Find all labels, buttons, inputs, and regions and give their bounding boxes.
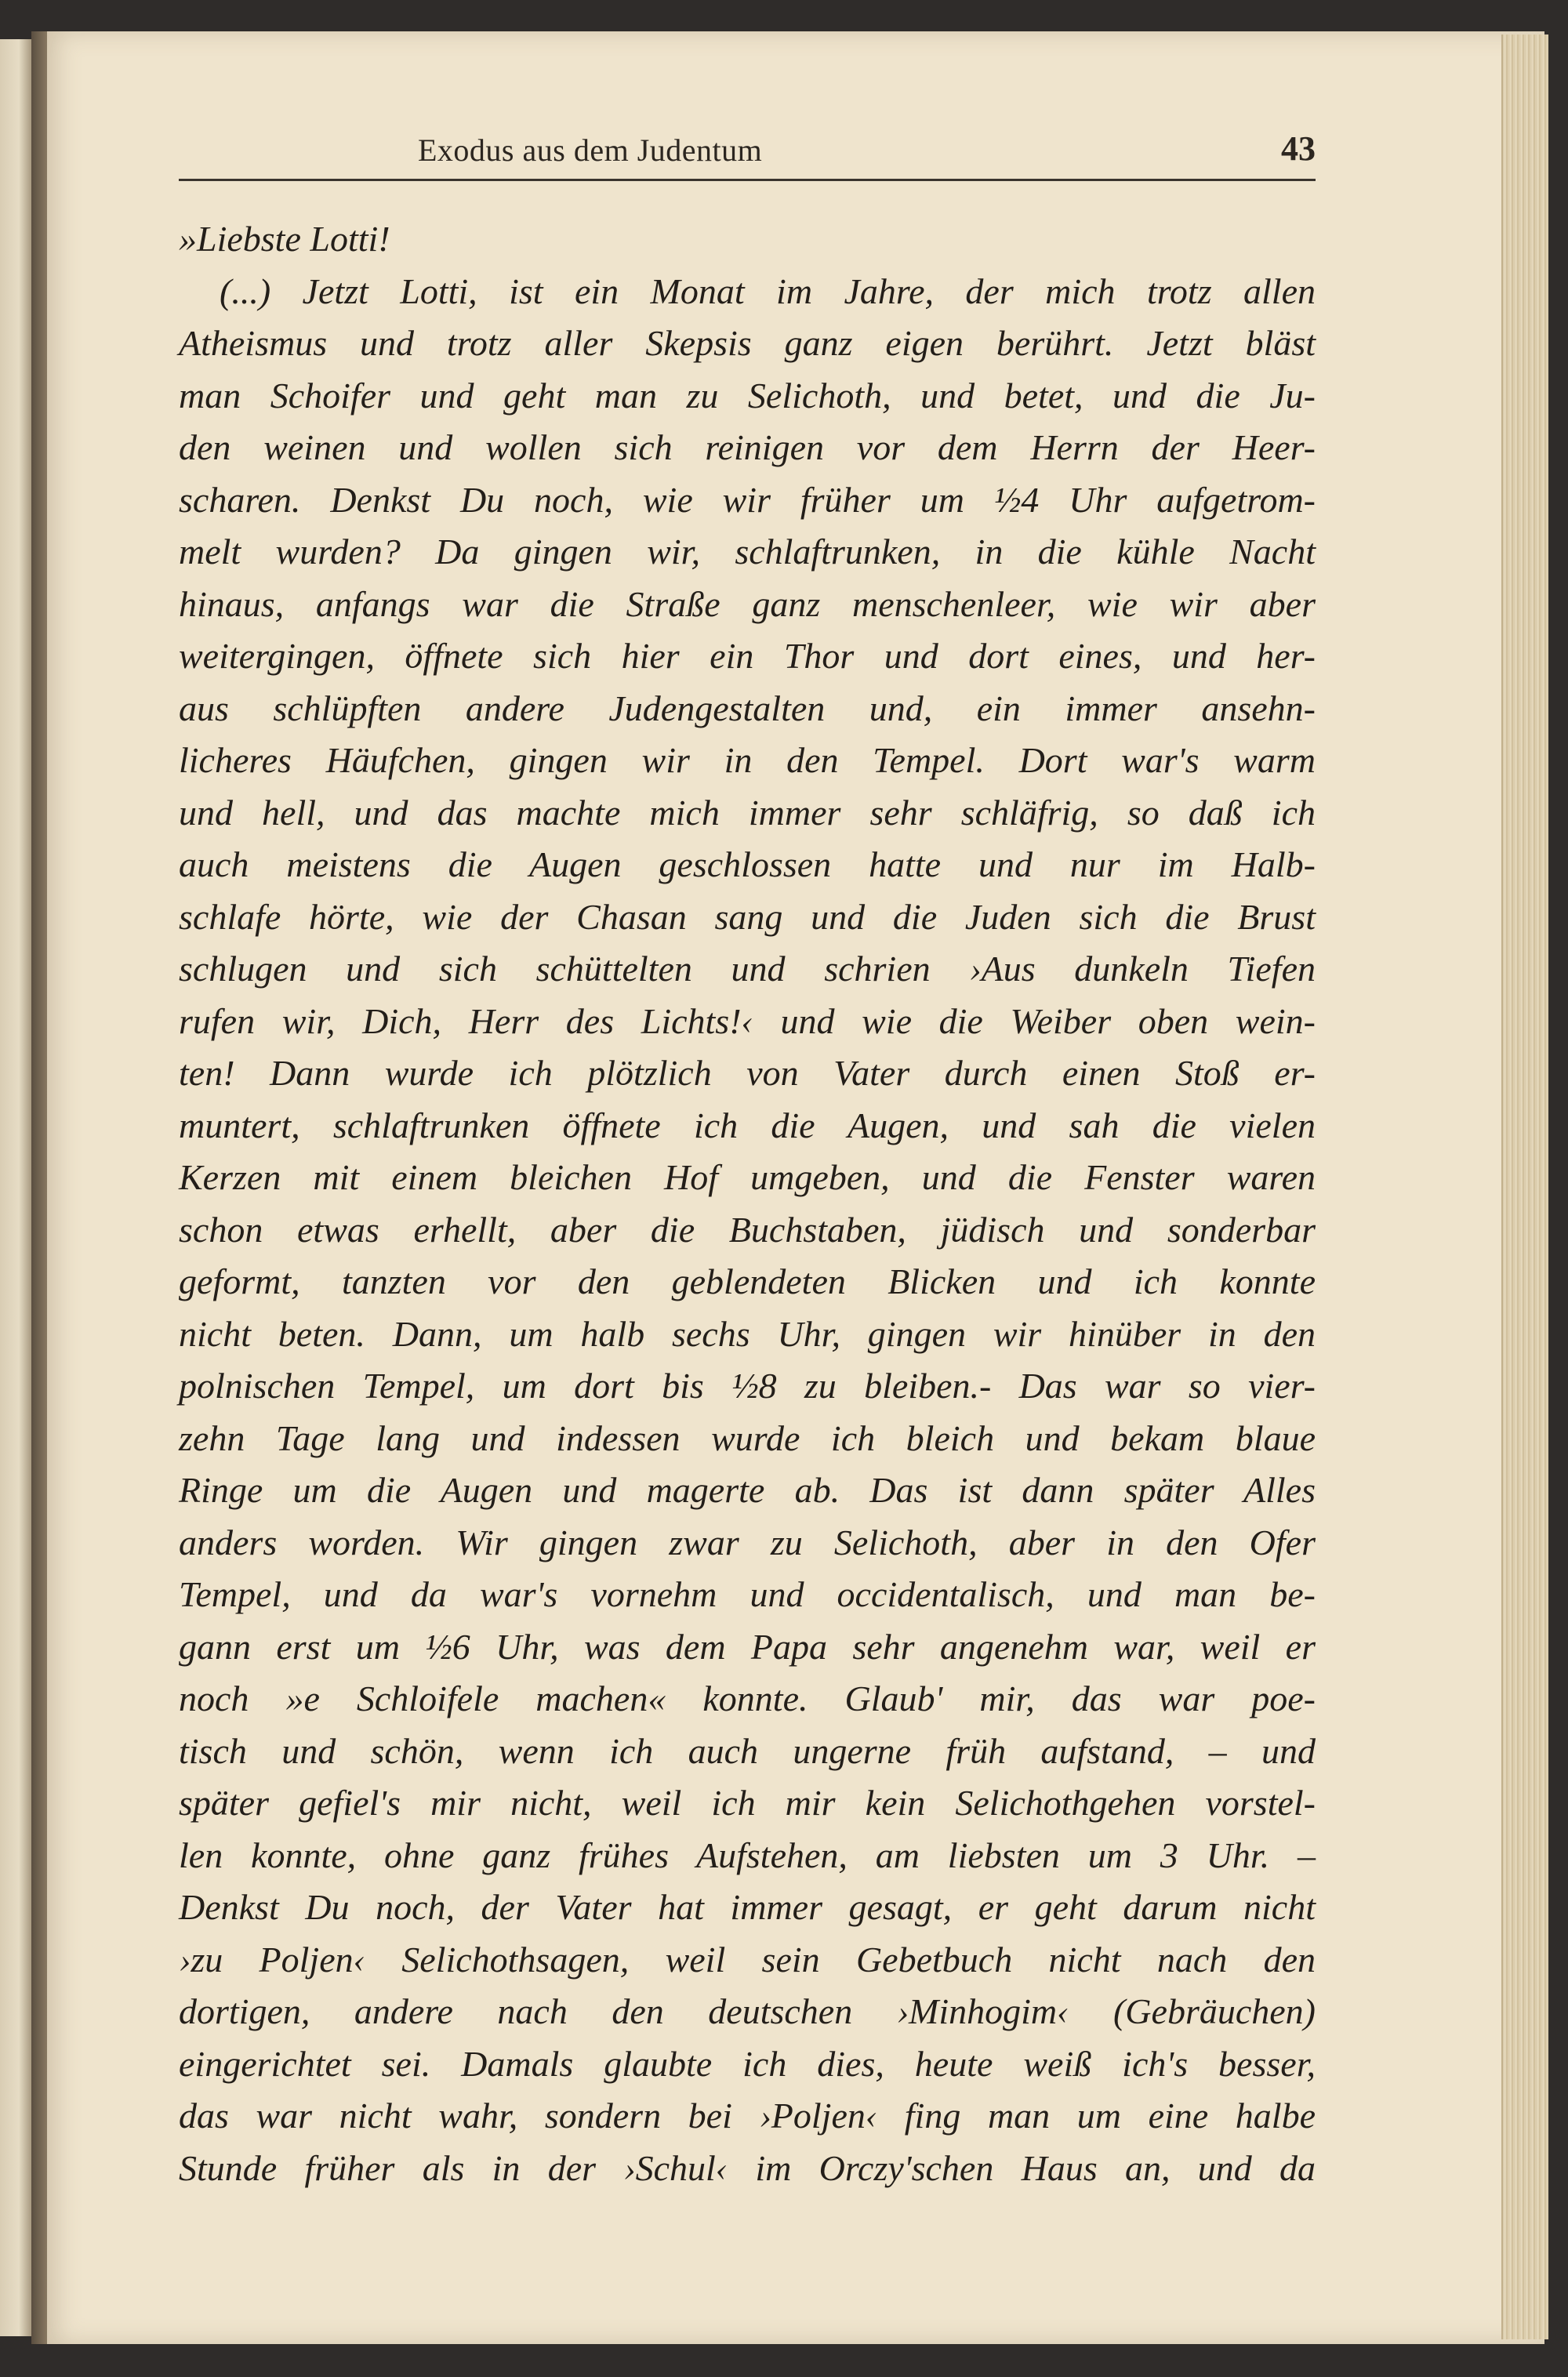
page-number: 43 (1281, 129, 1316, 168)
text-line: len konnte, ohne ganz frühes Aufstehen, am liebsten um 3 Uhr. – (179, 1834, 1316, 1875)
text-line: tisch und schön, wenn ich auch ungerne früh aufstand, – und (179, 1730, 1316, 1771)
page-block-edge (1501, 34, 1548, 2339)
letter-text (179, 213, 1316, 2194)
running-title: Exodus aus dem Judentum (418, 132, 763, 168)
text-line: Kerzen mit einem bleichen Hof umgeben, und die Fenster waren (179, 1157, 1316, 1197)
text-line: (...) Jetzt Lotti, ist ein Monat im Jahre, der mich trotz allen (220, 270, 1316, 311)
text-line: und hell, und das machte mich immer sehr schläfrig, so daß ich (179, 792, 1316, 833)
text-line: schlugen und sich schüttelten und schrien ›Aus dunkeln Tiefen (179, 949, 1316, 989)
text-line: schlafe hörte, wie der Chasan sang und die Juden sich die Brust (179, 896, 1316, 937)
text-line: Atheismus und trotz aller Skepsis ganz eigen berührt. Jetzt bläst (179, 323, 1316, 363)
text-line: muntert, schlaftrunken öffnete ich die Augen, und sah die vielen (179, 1105, 1316, 1145)
text-line: rufen wir, Dich, Herr des Lichts!‹ und wie die Weiber oben wein- (179, 1000, 1316, 1041)
text-line: aus schlüpften andere Judengestalten und, ein immer ansehn- (179, 688, 1316, 728)
text-line: zehn Tage lang und indessen wurde ich bleich und bekam blaue (179, 1417, 1316, 1458)
text-line: ten! Dann wurde ich plötzlich von Vater durch einen Stoß er- (179, 1053, 1316, 1093)
text-line: das war nicht wahr, sondern bei ›Poljen‹ fing man um eine halbe (179, 2096, 1316, 2136)
text-line: Ringe um die Augen und magerte ab. Das ist dann später Alles (179, 1470, 1316, 1510)
text-line: ›zu Poljen‹ Selichothsagen, weil sein Gebetbuch nicht nach den (179, 1939, 1316, 1980)
text-line: man Schoifer und geht man zu Selichoth, und betet, und die Ju- (179, 375, 1316, 416)
text-line: auch meistens die Augen geschlossen hatte und nur im Halb- (179, 844, 1316, 884)
text-line: eingerichtet sei. Damals glaubte ich dies, heute weiß ich's besser, (179, 2043, 1316, 2084)
text-line: nicht beten. Dann, um halb sechs Uhr, gingen wir hinüber in den (179, 1313, 1316, 1354)
text-line: den weinen und wollen sich reinigen vor dem Herrn der Heer- (179, 427, 1316, 467)
text-line: polnischen Tempel, um dort bis ½8 zu bleiben.- Das war so vier- (179, 1366, 1316, 1406)
text-line: später gefiel's mir nicht, weil ich mir kein Selichothgehen vorstel- (179, 1783, 1316, 1823)
text-line: schon etwas erhellt, aber die Buchstaben, jüdisch und sonderbar (179, 1209, 1316, 1250)
book-spine (31, 31, 49, 2344)
salutation-line: »Liebste Lotti! (179, 219, 390, 259)
text-line: gann erst um ½6 Uhr, was dem Papa sehr angenehm war, weil er (179, 1626, 1316, 1667)
text-line: weitergingen, öffnete sich hier ein Thor und dort eines, und her- (179, 636, 1316, 676)
text-line: Tempel, und da war's vornehm und occidentalisch, und man be- (179, 1574, 1316, 1614)
facing-page-edge (0, 39, 31, 2336)
text-line: Denkst Du noch, der Vater hat immer gesagt, er geht darum nicht (179, 1887, 1316, 1927)
text-line: licheres Häufchen, gingen wir in den Tempel. Dort war's warm (179, 740, 1316, 780)
running-header (179, 124, 1316, 181)
text-line: dortigen, andere nach den deutschen ›Minhogim‹ (Gebräuchen) (179, 1991, 1316, 2031)
text-line: melt wurden? Da gingen wir, schlaftrunken, in die kühle Nacht (179, 532, 1316, 572)
text-line: Stunde früher als in der ›Schul‹ im Orczy'schen Haus an, und da (179, 2147, 1316, 2188)
text-line: scharen. Denkst Du noch, wie wir früher um ½4 Uhr aufgetrom- (179, 479, 1316, 520)
text-line: geformt, tanzten vor den geblendeten Blicken und ich konnte (179, 1261, 1316, 1301)
text-line: noch »e Schloifele machen« konnte. Glaub' mir, das war poe- (179, 1678, 1316, 1718)
text-line: anders worden. Wir gingen zwar zu Selichoth, aber in den Ofer (179, 1522, 1316, 1562)
text-line: hinaus, anfangs war die Straße ganz menschenleer, wie wir aber (179, 583, 1316, 624)
